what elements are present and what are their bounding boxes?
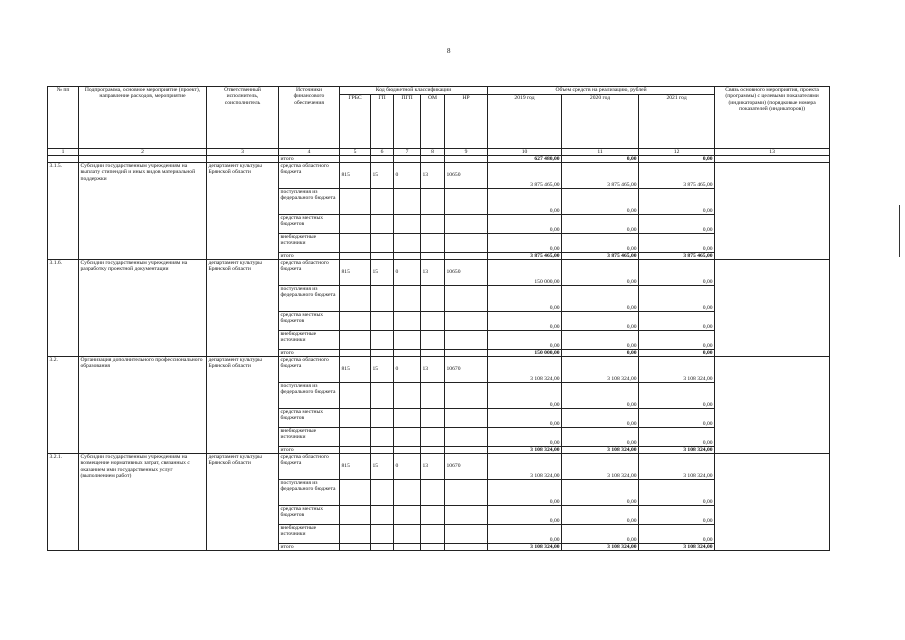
- header-program: Подпрограмма, основное мероприятие (проект), направление расходов, мероприятие: [79, 87, 207, 149]
- source-local: средства местных бюджетов: [279, 312, 340, 331]
- amount-zero: 0,00: [562, 234, 639, 253]
- header-gp: ГП: [371, 95, 394, 149]
- total-t2021: 3 108 324,00: [639, 447, 715, 454]
- header-sources: Источники финансового обеспечения: [279, 87, 340, 149]
- responsible-executor: департамент культуры Брянской области: [207, 260, 279, 357]
- code-nr: 10670: [445, 454, 488, 480]
- code-empty: [340, 253, 371, 260]
- header-responsible: Ответственный исполнитель, соисполнитель: [207, 87, 279, 149]
- code-empty: [421, 447, 445, 454]
- amount-zero: 0,00: [639, 383, 715, 409]
- column-number: 7: [394, 149, 421, 156]
- code-empty: [445, 286, 488, 312]
- code-empty: [340, 234, 371, 253]
- amount-zero: 0,00: [562, 312, 639, 331]
- activity-row-regional: [48, 454, 830, 480]
- source-regional: средства областного бюджета: [279, 357, 340, 383]
- source-total: итого: [279, 350, 340, 357]
- responsible-executor: департамент культуры Брянской области: [207, 163, 279, 260]
- code-empty: [445, 312, 488, 331]
- code-empty: [340, 544, 371, 551]
- total-t2021: 3 875 465,00: [639, 253, 715, 260]
- code-empty: [394, 480, 421, 506]
- amount-zero: 0,00: [639, 506, 715, 525]
- indicator-link: [715, 357, 830, 454]
- source-federal: поступления из федерального бюджета: [279, 286, 340, 312]
- activity-row-regional: [48, 163, 830, 189]
- source-total: итого: [279, 447, 340, 454]
- total-t2020: 3 875 465,00: [562, 253, 639, 260]
- code-empty: [371, 409, 394, 428]
- code-empty: [445, 234, 488, 253]
- column-number: 8: [421, 149, 445, 156]
- amount-zero: 0,00: [639, 215, 715, 234]
- page-number: 8: [447, 47, 451, 55]
- header-volume: Объем средств на реализацию, рублей: [488, 87, 715, 95]
- column-number: 1: [48, 149, 79, 156]
- responsible-executor: департамент культуры Брянской области: [207, 357, 279, 454]
- code-empty: [394, 215, 421, 234]
- code-empty: [394, 525, 421, 544]
- source-local: средства местных бюджетов: [279, 506, 340, 525]
- code-empty: [340, 215, 371, 234]
- code-empty: [340, 383, 371, 409]
- amount-y2019: 3 875 465,00: [488, 163, 562, 189]
- code-empty: [394, 544, 421, 551]
- code-empty: [371, 331, 394, 350]
- amount-y2020: 3 875 465,00: [562, 163, 639, 189]
- total-2021: 0,00: [639, 156, 715, 163]
- amount-y2020: 0,00: [562, 260, 639, 286]
- code-empty: [340, 350, 371, 357]
- amount-y2019: 3 108 324,00: [488, 454, 562, 480]
- code-nr: 10670: [445, 357, 488, 383]
- source-offbudget: внебюджетные источники: [279, 234, 340, 253]
- amount-y2020: 3 108 324,00: [562, 454, 639, 480]
- amount-zero: 0,00: [562, 409, 639, 428]
- activity-number: 3.1.6.: [48, 260, 79, 357]
- amount-zero: 0,00: [488, 312, 562, 331]
- total-t2019: 3 875 465,00: [488, 253, 562, 260]
- source-federal: поступления из федерального бюджета: [279, 480, 340, 506]
- code-empty: [394, 331, 421, 350]
- code-empty: [340, 189, 371, 215]
- header-2020: 2020 год: [562, 95, 639, 149]
- activity-name: Субсидии государственным учреждениям на возмещение нормативных затрат, связанных с оказанием ими государственных услуг (выполнением работ): [79, 454, 207, 551]
- code-om: 13: [421, 163, 445, 189]
- code-empty: [421, 189, 445, 215]
- header-nr: НР: [445, 95, 488, 149]
- column-number: 2: [79, 149, 207, 156]
- code-empty: [445, 331, 488, 350]
- column-number: 3: [207, 149, 279, 156]
- column-number: 11: [562, 149, 639, 156]
- column-number: 10: [488, 149, 562, 156]
- amount-zero: 0,00: [562, 286, 639, 312]
- amount-zero: 0,00: [639, 525, 715, 544]
- column-number: 12: [639, 149, 715, 156]
- code-empty: [445, 525, 488, 544]
- code-empty: [394, 286, 421, 312]
- column-number: 5: [340, 149, 371, 156]
- code-om: 13: [421, 260, 445, 286]
- amount-zero: 0,00: [488, 286, 562, 312]
- code-empty: [421, 383, 445, 409]
- indicator-link: [715, 454, 830, 551]
- code-empty: [340, 331, 371, 350]
- total-t2019: 3 108 324,00: [488, 447, 562, 454]
- column-number: 4: [279, 149, 340, 156]
- header-budget-code: Код бюджетной классификации: [340, 87, 488, 95]
- header-pgp: ПГП: [394, 95, 421, 149]
- code-grbs: 815: [340, 163, 371, 189]
- code-empty: [445, 215, 488, 234]
- amount-zero: 0,00: [562, 480, 639, 506]
- code-empty: [421, 331, 445, 350]
- activity-number: 3.2.1.: [48, 454, 79, 551]
- code-empty: [421, 253, 445, 260]
- code-pgp: 0: [394, 260, 421, 286]
- code-empty: [394, 234, 421, 253]
- source-federal: поступления из федерального бюджета: [279, 383, 340, 409]
- code-empty: [340, 506, 371, 525]
- source-regional: средства областного бюджета: [279, 454, 340, 480]
- code-empty: [340, 312, 371, 331]
- code-empty: [421, 506, 445, 525]
- code-empty: [371, 234, 394, 253]
- source-total: итого: [279, 544, 340, 551]
- code-empty: [371, 428, 394, 447]
- column-number-row: [48, 149, 830, 156]
- budget-table: [47, 86, 830, 551]
- code-gp: 15: [371, 454, 394, 480]
- code-empty: [445, 350, 488, 357]
- amount-zero: 0,00: [488, 506, 562, 525]
- code-empty: [340, 428, 371, 447]
- scan-edge-mark: [899, 205, 900, 257]
- top-total-row: [48, 156, 830, 163]
- amount-zero: 0,00: [488, 428, 562, 447]
- source-offbudget: внебюджетные источники: [279, 428, 340, 447]
- amount-y2019: 3 108 324,00: [488, 357, 562, 383]
- source-regional: средства областного бюджета: [279, 163, 340, 189]
- source-offbudget: внебюджетные источники: [279, 331, 340, 350]
- column-number: 13: [715, 149, 830, 156]
- code-empty: [445, 480, 488, 506]
- code-grbs: 815: [340, 260, 371, 286]
- amount-zero: 0,00: [639, 189, 715, 215]
- code-empty: [371, 253, 394, 260]
- code-empty: [421, 428, 445, 447]
- code-empty: [421, 409, 445, 428]
- header-2019: 2019 год: [488, 95, 562, 149]
- source-offbudget: внебюджетные источники: [279, 525, 340, 544]
- amount-zero: 0,00: [562, 331, 639, 350]
- activity-row-regional: [48, 260, 830, 286]
- amount-zero: 0,00: [488, 189, 562, 215]
- amount-zero: 0,00: [488, 480, 562, 506]
- code-empty: [421, 350, 445, 357]
- code-empty: [445, 544, 488, 551]
- code-empty: [371, 286, 394, 312]
- code-empty: [340, 409, 371, 428]
- code-om: 13: [421, 454, 445, 480]
- code-empty: [394, 312, 421, 331]
- code-empty: [371, 525, 394, 544]
- code-empty: [371, 544, 394, 551]
- header-row: [48, 87, 830, 95]
- amount-zero: 0,00: [488, 525, 562, 544]
- code-grbs: 815: [340, 454, 371, 480]
- amount-zero: 0,00: [639, 331, 715, 350]
- code-empty: [371, 447, 394, 454]
- code-empty: [445, 447, 488, 454]
- code-empty: [394, 350, 421, 357]
- amount-zero: 0,00: [488, 409, 562, 428]
- activity-number: 3.1.5.: [48, 163, 79, 260]
- code-empty: [371, 189, 394, 215]
- amount-zero: 0,00: [639, 234, 715, 253]
- amount-zero: 0,00: [562, 215, 639, 234]
- code-empty: [394, 447, 421, 454]
- activity-name: Субсидии государственным учреждениям на разработку проектной документации: [79, 260, 207, 357]
- amount-zero: 0,00: [562, 506, 639, 525]
- amount-zero: 0,00: [639, 480, 715, 506]
- header-2021: 2021 год: [639, 95, 715, 149]
- header-grbs: ГРБС: [340, 95, 371, 149]
- code-empty: [421, 234, 445, 253]
- code-empty: [394, 409, 421, 428]
- responsible-executor: департамент культуры Брянской области: [207, 454, 279, 551]
- code-empty: [421, 312, 445, 331]
- code-empty: [445, 253, 488, 260]
- amount-zero: 0,00: [639, 312, 715, 331]
- total-t2019: 150 000,00: [488, 350, 562, 357]
- amount-zero: 0,00: [562, 428, 639, 447]
- code-empty: [394, 189, 421, 215]
- amount-zero: 0,00: [562, 189, 639, 215]
- code-grbs: 815: [340, 357, 371, 383]
- code-empty: [371, 506, 394, 525]
- amount-zero: 0,00: [488, 215, 562, 234]
- code-empty: [371, 215, 394, 234]
- amount-y2021: 0,00: [639, 260, 715, 286]
- total-t2021: 3 108 324,00: [639, 544, 715, 551]
- code-nr: 10650: [445, 163, 488, 189]
- activity-name: Субсидии государственным учреждениям на выплату стипендий и иных видов материальной поддержки: [79, 163, 207, 260]
- code-empty: [421, 525, 445, 544]
- code-empty: [371, 312, 394, 331]
- code-empty: [445, 409, 488, 428]
- code-gp: 15: [371, 357, 394, 383]
- source-federal: поступления из федерального бюджета: [279, 189, 340, 215]
- total-t2020: 3 108 324,00: [562, 544, 639, 551]
- code-empty: [445, 189, 488, 215]
- code-empty: [421, 544, 445, 551]
- code-empty: [371, 350, 394, 357]
- total-label: итого: [279, 156, 340, 163]
- code-empty: [445, 506, 488, 525]
- total-t2020: 0,00: [562, 350, 639, 357]
- header-link: Связь основного мероприятия, проекта (программы) с целевыми показателями (индикаторами) (порядковые номера показателей (индикаторов)): [715, 87, 830, 149]
- header-num: № пп: [48, 87, 79, 149]
- code-pgp: 0: [394, 163, 421, 189]
- amount-zero: 0,00: [562, 525, 639, 544]
- activity-name: Организация дополнительного профессионального образования: [79, 357, 207, 454]
- source-local: средства местных бюджетов: [279, 215, 340, 234]
- column-number: 6: [371, 149, 394, 156]
- code-empty: [394, 253, 421, 260]
- amount-y2019: 150 000,00: [488, 260, 562, 286]
- amount-y2020: 3 108 324,00: [562, 357, 639, 383]
- code-om: 13: [421, 357, 445, 383]
- amount-zero: 0,00: [639, 286, 715, 312]
- code-empty: [445, 428, 488, 447]
- source-regional: средства областного бюджета: [279, 260, 340, 286]
- activity-row-regional: [48, 357, 830, 383]
- total-2019: 627 480,00: [488, 156, 562, 163]
- code-empty: [394, 506, 421, 525]
- code-empty: [340, 447, 371, 454]
- amount-y2021: 3 108 324,00: [639, 454, 715, 480]
- code-empty: [340, 525, 371, 544]
- source-local: средства местных бюджетов: [279, 409, 340, 428]
- code-empty: [421, 480, 445, 506]
- code-empty: [421, 215, 445, 234]
- total-2020: 0,00: [562, 156, 639, 163]
- code-gp: 15: [371, 163, 394, 189]
- amount-zero: 0,00: [488, 331, 562, 350]
- source-total: итого: [279, 253, 340, 260]
- amount-zero: 0,00: [639, 428, 715, 447]
- code-gp: 15: [371, 260, 394, 286]
- amount-y2021: 3 875 465,00: [639, 163, 715, 189]
- code-empty: [340, 480, 371, 506]
- amount-zero: 0,00: [488, 383, 562, 409]
- total-t2020: 3 108 324,00: [562, 447, 639, 454]
- amount-zero: 0,00: [488, 234, 562, 253]
- amount-zero: 0,00: [562, 383, 639, 409]
- total-t2019: 3 108 324,00: [488, 544, 562, 551]
- code-empty: [394, 383, 421, 409]
- code-nr: 10650: [445, 260, 488, 286]
- code-empty: [340, 286, 371, 312]
- total-t2021: 0,00: [639, 350, 715, 357]
- indicator-link: [715, 163, 830, 260]
- code-empty: [421, 286, 445, 312]
- amount-zero: 0,00: [639, 409, 715, 428]
- column-number: 9: [445, 149, 488, 156]
- code-pgp: 0: [394, 454, 421, 480]
- code-empty: [371, 480, 394, 506]
- code-pgp: 0: [394, 357, 421, 383]
- activity-number: 3.2.: [48, 357, 79, 454]
- header-om: ОМ: [421, 95, 445, 149]
- code-empty: [371, 383, 394, 409]
- amount-y2021: 3 108 324,00: [639, 357, 715, 383]
- code-empty: [394, 428, 421, 447]
- indicator-link: [715, 260, 830, 357]
- code-empty: [445, 383, 488, 409]
